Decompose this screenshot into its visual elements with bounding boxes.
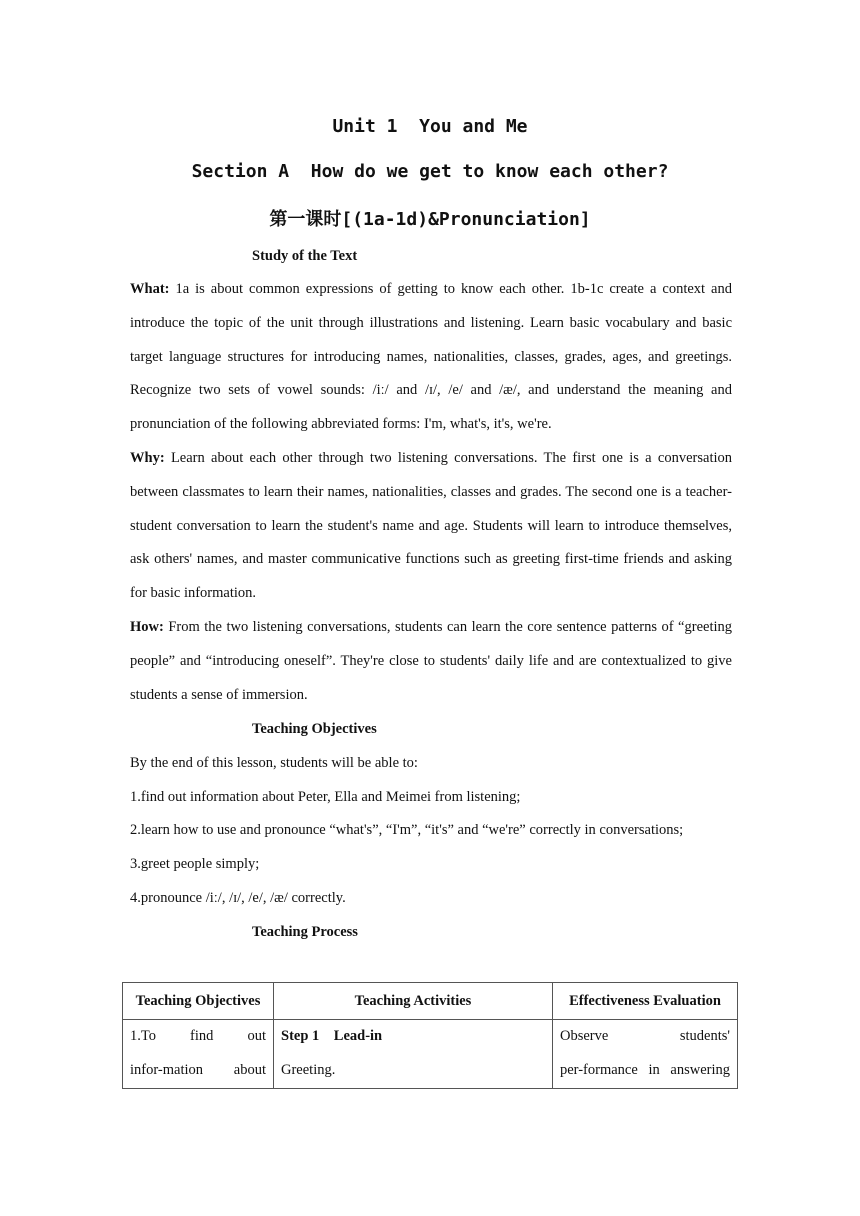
process-heading: Teaching Process [252,924,358,940]
objectives-intro: By the end of this lesson, students will be able to: [130,755,418,771]
section-title: Section A How do we get to know each other? [191,161,669,182]
activity-cell [274,1020,553,1089]
what-text: 1a is about common expressions of getting to know each other. 1b-1c create a context and introduce the topic of the unit through illustrations and listening. Learn basic vocabulary and basic target language structures for introducing names, nationalities, classes, grades, ages, and greetings. Recognize two sets of vowel sounds: /iː/ and /ɪ/, /e/ and /æ/, and understand the meaning and pronunciation of the following abbreviated forms: I'm, what's, it's, we're. [130,281,732,433]
how-paragraph [130,611,732,712]
teaching-process-table [122,982,738,1089]
how-label: How: [130,618,164,635]
activity-text: Greeting. [281,1061,336,1078]
header-teaching-activities: Teaching Activities [274,983,553,1020]
objective-item: 3.greet people simply; [130,856,260,872]
evaluation-cell [553,1020,738,1089]
objective-cell [123,1020,274,1089]
objectives-heading: Teaching Objectives [252,721,377,737]
header-effectiveness-evaluation: Effectiveness Evaluation [553,983,738,1020]
lesson-title: 第一课时[(1a-1d)&Pronunciation] [269,209,591,230]
table-row [123,1020,738,1089]
header-teaching-objectives: Teaching Objectives [123,983,274,1020]
objective-item: 1.find out information about Peter, Ella and Meimei from listening; [130,789,521,805]
unit-title: Unit 1 You and Me [332,116,528,137]
table-header-row [123,983,738,1020]
why-label: Why: [130,449,165,466]
what-paragraph [130,273,732,442]
why-paragraph [130,442,732,611]
objective-line: 1.To find out [130,1028,266,1044]
evaluation-line: per-formance in answering [560,1061,730,1078]
step-label: Step 1 Lead-in [281,1028,383,1044]
objective-line: infor-mation about [130,1061,266,1078]
objective-item: 2.learn how to use and pronounce “what's”, “I'm”, “it's” and “we're” correctly in conversations; [130,822,684,838]
objective-item: 4.pronounce /iː/, /ɪ/, /e/, /æ/ correctly. [130,890,346,906]
study-body [130,273,732,712]
study-heading: Study of the Text [252,248,358,264]
why-text: Learn about each other through two listening conversations. The first one is a conversation between classmates to learn their names, nationalities, classes and grades. The second one is a teacher-student conversation to learn the student's name and age. Students will learn to introduce themselves, ask others' names, and master communicative functions such as greeting first-time friends and asking for basic information. [130,449,732,602]
evaluation-line: Observe students' [560,1028,730,1044]
what-label: What: [130,281,170,297]
how-text: From the two listening conversations, students can learn the core sentence patterns of “greeting people” and “introducing oneself”. They're close to students' daily life and are contextualized to give students a sense of immersion. [130,618,732,703]
